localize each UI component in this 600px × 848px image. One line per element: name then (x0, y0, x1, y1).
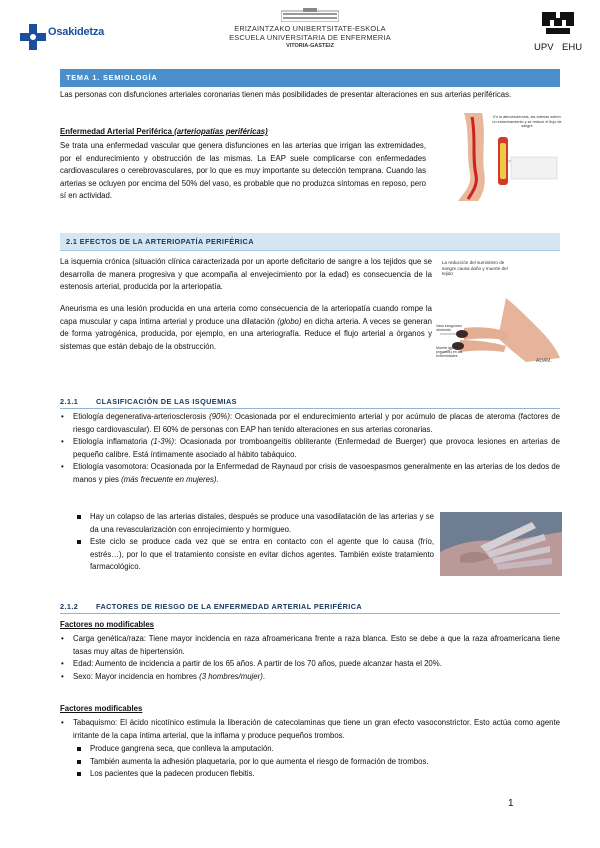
ischemia-caption: La reducción del suministro de sangre causa daño y muerte del tejido (442, 260, 508, 277)
non-modifiable-heading: Factores no modificables (60, 620, 155, 629)
osakidetza-cross-icon (20, 24, 46, 50)
non-modifiable-list (60, 633, 560, 683)
risk-factors-heading-rule (60, 613, 560, 614)
theme-intro: Las personas con disfunciones arteriales coronarias tienen más posibilidades de presentar alteraciones en sus arterias periféricas. (60, 90, 512, 99)
blocked-vessel-label: Vaso sanguíneo obstruido (436, 324, 462, 333)
list-item-degenerative: • Etiología degenerativa-arteriosclerosis (90%): Ocasionada por el endurecimiento arterial y por acúmulo de placas de ateroma (factores de riesgo cardiovascular). El 60% de personas con EAP han tenido alteraciones en sus arterias coronarias. (60, 411, 560, 436)
list-item-raynaud-cycle: Hay un colapso de las arterias distales, después se produce una vasodilatación de las arterias y se da una revascularización con enrojecimiento y hormigueo. (72, 511, 434, 536)
list-item-raynaud-trigger: Este ciclo se produce cada vez que se entra en contacto con el agente que lo causa (frío, estrés…), por lo que el tratamiento consiste en evitar dichos agentes. También existe tratamiento farmacológico. (72, 536, 434, 574)
effects-title-bar (60, 233, 560, 251)
school-city: VITORIA-GASTEIZ (286, 43, 334, 49)
school-name-spanish: ESCUELA UNIVERSITARIA DE ENFERMERIA (229, 33, 391, 42)
upv-ehu-emblem-icon (540, 10, 576, 36)
school-building-icon (281, 8, 339, 22)
theme-title-bar (60, 69, 560, 87)
effects-ischemia-paragraph: La isquemia crónica (situación clínica caracterizada por un aporte deficitario de sangre a los tejidos que se desarrolla de manera progresiva y que acompaña al envejecimiento por la edad) es consecuencia de la estenosis arterial, producida por la arteriopatía. (60, 257, 432, 292)
necrosis-label: Muerte del tejido (necrosis) en las extremidades (436, 346, 463, 359)
list-item-vasomotor: • Etiología vasomotora: Ocasionada por la Enfermedad de Raynaud por crisis de vasoespasmos generalmente en las arterias de los dedos de manos y pies (más frecuente en mujeres). (60, 461, 560, 486)
risk-factors-heading: 2.1.2 FACTORES DE RIESGO DE LA ENFERMEDAD ARTERIAL PERIFÉRICA (60, 602, 363, 611)
raynaud-sublist (72, 511, 434, 574)
classification-heading: 2.1.1 CLASIFICACIÓN DE LAS ISQUEMIAS (60, 397, 237, 406)
theme-title: TEMA 1. SEMIOLOGÍA (66, 73, 158, 82)
ischemia-classification-list (60, 411, 560, 487)
adam-watermark: ADAM. (536, 358, 552, 364)
atherosclerosis-leg-figure (456, 113, 562, 205)
list-item-genetics: • Carga genética/raza: Tiene mayor incidencia en raza afroamericana frente a raza blanca. Esto se debe a que la raza afroamericana tiene tasas muy altas de hipertensión. (60, 633, 560, 658)
list-item-age: • Edad: Aumento de incidencia a partir de los 65 años. A partir de los 70 años, puede alcanzar hasta el 20%. (60, 658, 560, 671)
raynaud-hand-illustration (440, 512, 562, 576)
raynaud-hand-photo (440, 512, 562, 576)
school-logo (220, 8, 400, 54)
classification-heading-rule (60, 408, 560, 409)
ehu-label: EHU (562, 42, 583, 53)
school-name-basque: ERIZAINTZAKO UNIBERTSITATE-ESKOLA (234, 24, 386, 33)
list-item-gangrene: Produce gangrena seca, que conlleva la amputación. (72, 743, 560, 756)
list-item-inflammatory: • Etiología inflamatoria (1-3%): Ocasionada por tromboangeítis obliterante (Enfermedad de Buerger) que provoca lesiones en arterias de pequeño calibre. Está íntimamente asociado al hábito tabáquico. (60, 436, 560, 461)
modifiable-list (60, 717, 560, 742)
list-item-platelet: También aumenta la adhesión plaquetaria, por lo que aumenta el riesgo de formación de trombos. (72, 756, 560, 769)
eap-body: Se trata una enfermedad vascular que genera disfunciones en las arterias que irrigan las extremidades, por el endurecimiento y obstrucción de las mismas. La EAP suele complicarse con enfermedades cardiovasculares o cerebrovasculares, por lo que es muy importante su detección temprana. Cuando las arterias se ocluyen por encima del 50% del vaso, es probable que no produzca síntomas en reposo, pero sí en actividad. (60, 141, 426, 201)
modifiable-heading: Factores modificables (60, 704, 143, 713)
atherosclerosis-caption: En la ateroesclerosis, las arterias sufren un estrechamiento y se reduce el flujo de sangre (492, 115, 562, 129)
list-item-phlebitis: Los pacientes que la padecen producen flebitis. (72, 768, 560, 781)
smoking-sublist (72, 743, 560, 781)
upv-ehu-logo (528, 10, 588, 54)
list-item-smoking: • Tabaquismo: El ácido nicotínico estimula la liberación de catecolaminas que tiene un gran efecto vasoconstrictor. Esto actúa como agente irritante de la capa íntima arterial, que la inflama y produce pequeños trombos. (60, 717, 560, 742)
eap-heading: Enfermedad Arterial Periférica (arteriopatías periféricas) (60, 127, 268, 136)
ischemic-hand-figure (436, 258, 562, 366)
osakidetza-logo (20, 14, 140, 50)
page-number: 1 (508, 798, 514, 809)
effects-aneurysm-paragraph: Aneurisma es una lesión producida en una arteria como consecuencia de la arteriopatía cuando rompe la capa muscular y capa íntima arterial y produce una dilatación (globo) en dicha arteria. A veces se generan de forma yatrogénica, producida, por ejemplo, en una arteriografía. Reduce el flujo arterial a órganos y sistemas que están debajo de la obstrucción. (60, 304, 432, 351)
effects-title: 2.1 EFECTOS DE LA ARTERIOPATÍA PERIFÉRICA (66, 237, 254, 246)
upv-label: UPV (534, 42, 554, 53)
list-item-sex: • Sexo: Mayor incidencia en hombres (3 hombres/mujer). (60, 671, 560, 684)
osakidetza-logo-text: Osakidetza (48, 26, 105, 38)
